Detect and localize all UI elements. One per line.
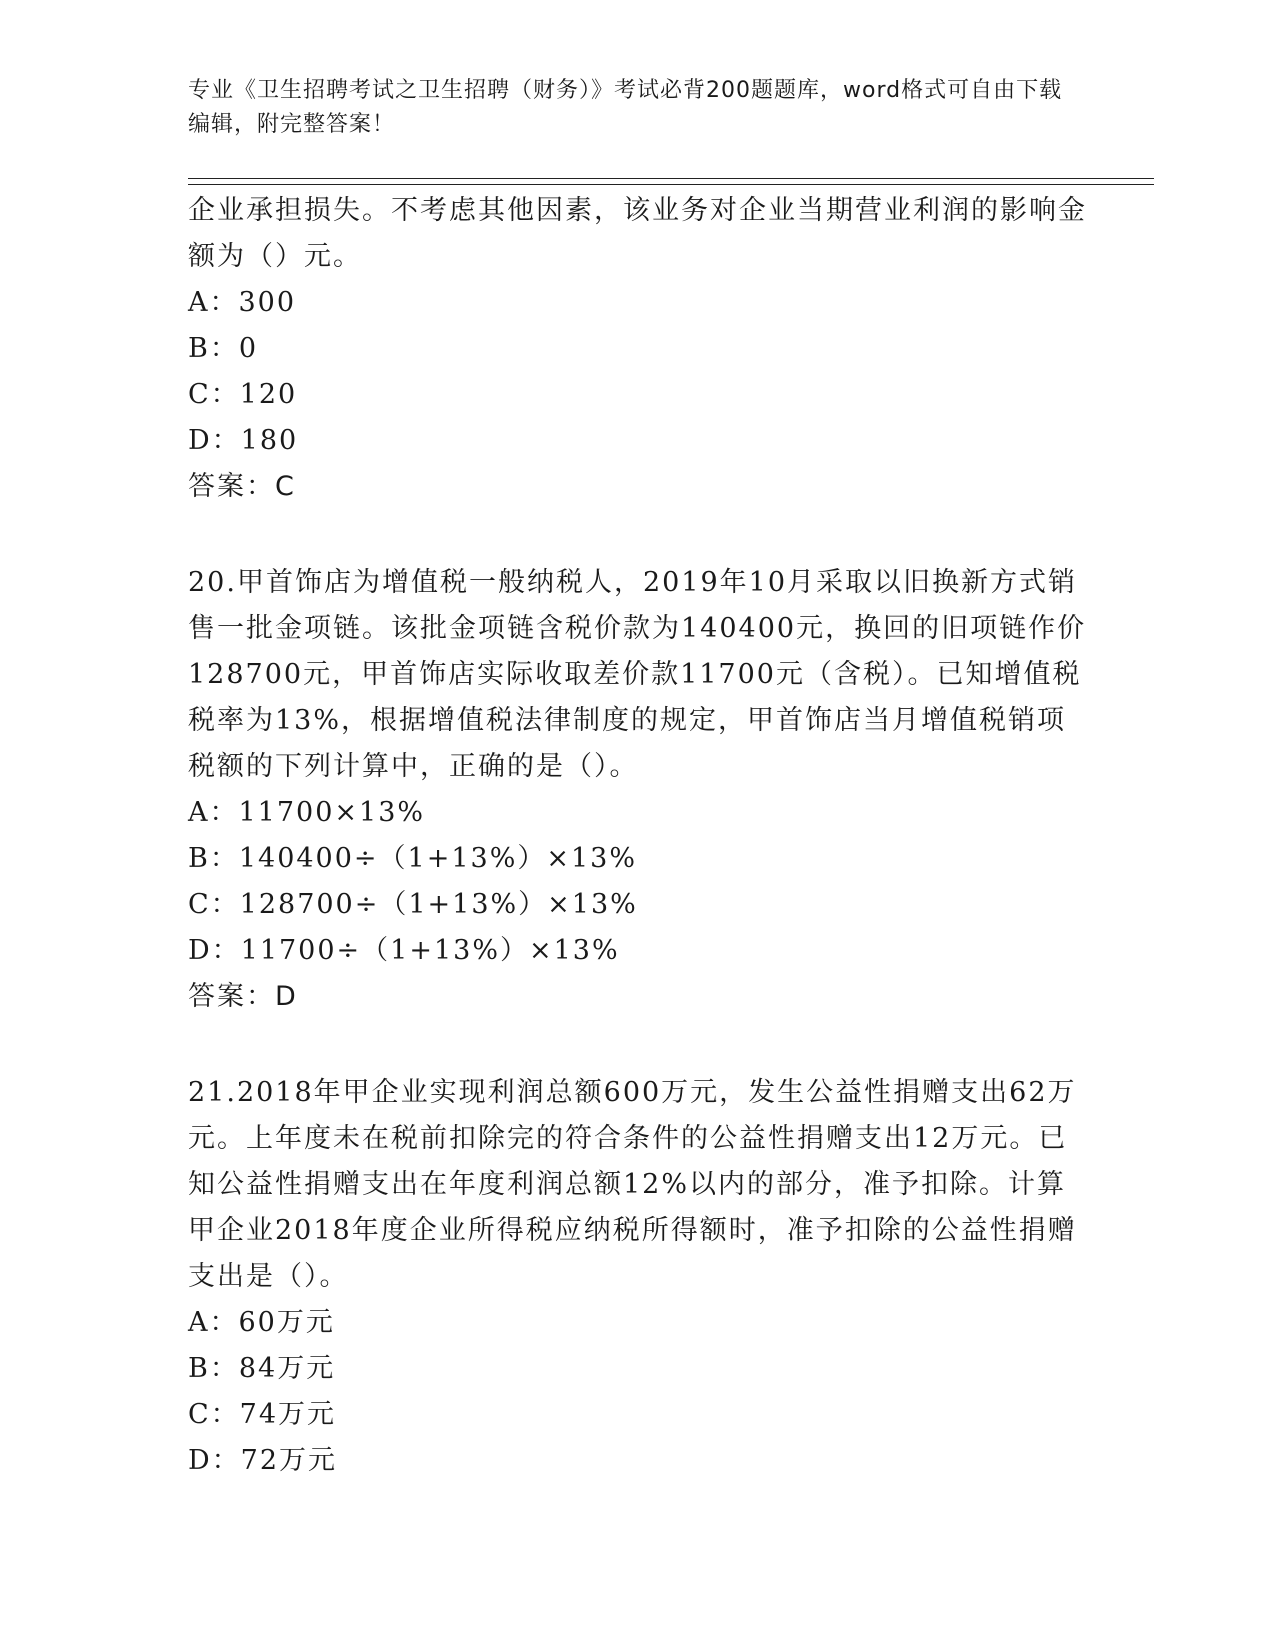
question-20 [188, 560, 1088, 1020]
option-b: B：140400÷（1+13%）×13% [188, 843, 637, 874]
question-stem: 企业承担损失。不考虑其他因素，该业务对企业当期营业利润的影响金额为（）元。 [188, 195, 1087, 272]
option-d: D：72万元 [188, 1445, 338, 1476]
answer: 答案：D [188, 981, 298, 1012]
document-body [188, 188, 1088, 1484]
header-divider-top [188, 178, 1154, 179]
option-a: A：300 [188, 287, 297, 318]
header-divider-bottom [188, 184, 1154, 185]
question-21 [188, 1070, 1088, 1484]
spacer [188, 1020, 1088, 1070]
option-d: D：11700÷（1+13%）×13% [188, 935, 620, 966]
option-d: D：180 [188, 425, 299, 456]
question-19 [188, 188, 1088, 510]
option-a: A：11700×13% [188, 797, 426, 828]
option-c: C：128700÷（1+13%）×13% [188, 889, 638, 920]
option-a: A：60万元 [188, 1307, 335, 1338]
answer: 答案：C [188, 471, 296, 502]
option-b: B：84万元 [188, 1353, 336, 1384]
question-stem: 20.甲首饰店为增值税一般纳税人，2019年10月采取以旧换新方式销售一批金项链。该批金项链含税价款为140400元，换回的旧项链作价128700元，甲首饰店实际收取差价款11700元（含税）。已知增值税税率为13%，根据增值税法律制度的规定，甲首饰店当月增值税销项税额的下列计算中，正确的是（）。 [188, 567, 1087, 782]
document-header: 专业《卫生招聘考试之卫生招聘（财务）》考试必背200题题库，word格式可自由下载编辑，附完整答案！ [188, 78, 1063, 137]
option-c: C：74万元 [188, 1399, 337, 1430]
spacer [188, 510, 1088, 560]
option-b: B：0 [188, 333, 259, 364]
question-stem: 21.2018年甲企业实现利润总额600万元，发生公益性捐赠支出62万元。上年度未在税前扣除完的符合条件的公益性捐赠支出12万元。已知公益性捐赠支出在年度利润总额12%以内的部分，准予扣除。计算甲企业2018年度企业所得税应纳税所得额时，准予扣除的公益性捐赠支出是（）。 [188, 1077, 1077, 1292]
option-c: C：120 [188, 379, 298, 410]
